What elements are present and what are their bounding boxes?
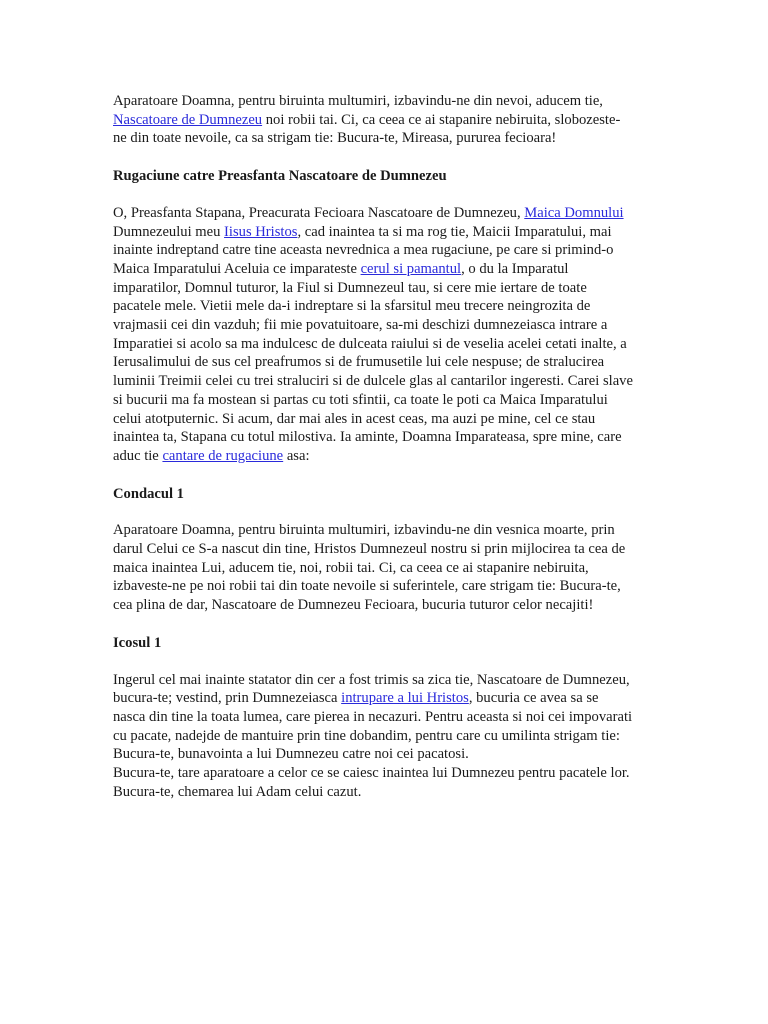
link-intrupare-a-lui-hristos[interactable]: intrupare a lui Hristos bbox=[341, 690, 469, 707]
link-cerul-si-pamantul[interactable]: cerul si pamantul bbox=[360, 260, 462, 277]
icos-line-3: Bucura-te, chemarea lui Adam celui cazut. bbox=[113, 783, 362, 800]
link-nascatoare-de-dumnezeu[interactable]: Nascatoare de Dumnezeu bbox=[113, 111, 263, 128]
link-cantare-de-rugaciune[interactable]: cantare de rugaciune bbox=[162, 447, 284, 464]
heading-icosul-1: Icosul 1 bbox=[113, 634, 162, 651]
icosul-paragraph: Ingerul cel mai inainte statator din cer a fost trimis sa zica tie, Nascatoare de Dumnezeu, bucura-te; vestind, prin Dumnezeiasca intrupare a lui Hristos, bucuria ce avea sa se nasca din tine la toata lumea, care pierea in necazuri. Pentru aceasta si noi cei impovarati cu pacate, nadejde de mantuire prin tine dobandim, pentru care cu umilinta strigam tie: Bucura-te, bunavointa a lui Dumnezeu catre noi cei pacatosi. Bucura-te, tare aparatoare a celor ce se caiesc inaintea lui Dumnezeu pentru pacatele lor. Bucura-te, chemarea lui Adam celui cazut. bbox=[113, 671, 633, 800]
prayer-paragraph: O, Preasfanta Stapana, Preacurata Fecioara Nascatoare de Dumnezeu, Maica Domnului Dumnezeului meu Iisus Hristos, cad inaintea ta si ma rog tie, Maicii Imparatului, mai inainte indreptand catre tine aceasta nevrednica a mea rugaciune, pe care si primind-o Maica Imparatului Aceluia ce imparateste cerul si pamantul, o du la Imparatul imparatilor, Domnul tuturor, la Fiul si Dumnezeul tau, si cere mie iertare de toate pacatele mele. Vietii mele da-i indreptare si la sfarsitul meu trecere neingrozita de vrajmasii cei din vazduh; fii mie povatuitoare, sa-mi deschizi dumnezeiasca intrare a Imparatiei si acolo sa ma indulcesc de dulceata raiului si de veselia acelei cetati inalte, a Ierusalimului de sus cel preafrumos si de frumusetile lui cele nespuse; de stralucirea luminii Treimii celei cu trei straluciri si de dulcele glas al cantarilor ingeresti. Carei slave si bucurii ma fa mostean si partas cu toti sfintii, ca toate le poti ca Maica Imparatului celui atotputernic. Si acum, dar mai ales in acest ceas, ma auzi pe mine, cel ce stau inaintea ta, Stapana cu totul milostiva. Ia aminte, Doamna Imparateasa, spre mine, care aduc tie cantare de rugaciune asa: bbox=[113, 204, 633, 464]
link-iisus-hristos[interactable]: Iisus Hristos bbox=[224, 223, 298, 240]
heading-condacul-1: Condacul 1 bbox=[113, 485, 184, 502]
document-body bbox=[113, 92, 633, 802]
icos-line-2: Bucura-te, tare aparatoare a celor ce se caiesc inaintea lui Dumnezeu pentru pacatele lor. bbox=[113, 765, 630, 782]
intro-paragraph: Aparatoare Doamna, pentru biruinta multumiri, izbavindu-ne din nevoi, aducem tie, Nascatoare de Dumnezeu noi robii tai. Ci, ca ceea ce ai stapanire nebiruita, slobozeste-ne din toate nevoile, ca sa strigam tie: Bucura-te, Mireasa, pururea fecioara! bbox=[113, 93, 621, 147]
link-maica-domnului[interactable]: Maica Domnului bbox=[524, 204, 624, 221]
heading-rugaciune: Rugaciune catre Preasfanta Nascatoare de Dumnezeu bbox=[113, 168, 447, 185]
condacul-paragraph: Aparatoare Doamna, pentru biruinta multumiri, izbavindu-ne din vesnica moarte, prin darul Celui ce S-a nascut din tine, Hristos Dumnezeul nostru si prin mijlocirea ta cea de maica inaintea Lui, aducem tie, noi, robii tai. Ci, ca ceea ce ai stapanire nebiruita, izbaveste-ne pe noi robii tai din toate nevoile si suferintele, care strigam tie: Bucura-te, cea plina de dar, Nascatoare de Dumnezeu Fecioara, bucuria tuturor celor necajiti! bbox=[113, 522, 626, 614]
icos-line-1: Bucura-te, bunavointa a lui Dumnezeu catre noi cei pacatosi. bbox=[113, 746, 469, 763]
